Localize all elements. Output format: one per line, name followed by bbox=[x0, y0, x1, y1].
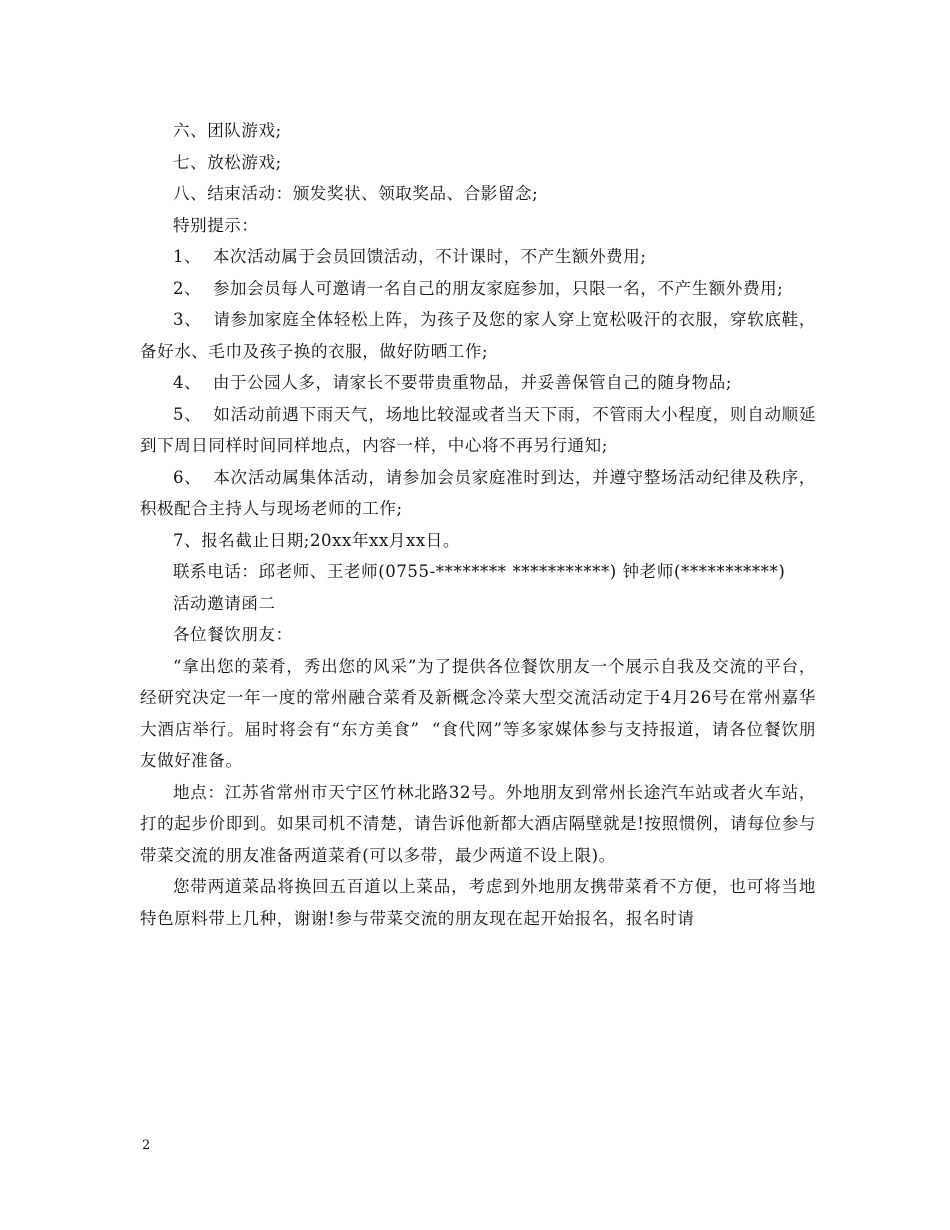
section-title-invitation-2: 活动邀请函二 bbox=[173, 593, 276, 613]
registration-paragraph: 您带两道菜品将换回五百道以上菜品，考虑到外地朋友携带菜肴不方便，也可将当地特色原料带上几种，谢谢!参与带菜交流的朋友现在起开始报名，报名时请 bbox=[140, 877, 816, 928]
contact-phone: 联系电话：邱老师、王老师(0755-******** ***********) 钟老师(***********) bbox=[173, 562, 786, 581]
list-item-relax-games: 七、放松游戏; bbox=[173, 152, 282, 172]
notice-item-7-deadline: 7、报名截止日期;20xx年xx月xx日。 bbox=[173, 530, 460, 550]
page-number: 2 bbox=[142, 1138, 151, 1153]
notice-item-3: 3、 请参加家庭全体轻松上阵，为孩子及您的家人穿上宽松吸汗的衣服，穿软底鞋，备好水、毛巾及孩子换的衣服，做好防晒工作; bbox=[140, 310, 816, 361]
location-paragraph: 地点：江苏省常州市天宁区竹林北路32号。外地朋友到常州长途汽车站或者火车站，打的起步价即到。如果司机不清楚，请告诉他新都大酒店隔壁就是!按照惯例，请每位参与带菜交流的朋友准备两道菜肴(可以多带，最少两道不设上限)。 bbox=[140, 782, 816, 865]
list-item-team-games: 六、团队游戏; bbox=[173, 121, 282, 140]
notice-item-2: 2、 参加会员每人可邀请一名自己的朋友家庭参加，只限一名，不产生额外费用; bbox=[173, 278, 784, 298]
invitation-intro-paragraph: “拿出您的菜肴，秀出您的风采”为了提供各位餐饮朋友一个展示自我及交流的平台，经研究决定一年一度的常州融合菜肴及新概念冷菜大型交流活动定于4月26号在常州嘉华大酒店举行。届时将会有“东方美食” “食代网”等多家媒体参与支持报道，请各位餐饮朋友做好准备。 bbox=[140, 656, 816, 770]
notice-item-4: 4、 由于公园人多，请家长不要带贵重物品，并妥善保管自己的随身物品; bbox=[173, 373, 733, 392]
notice-item-6: 6、 本次活动属集体活动，请参加会员家庭准时到达，并遵守整场活动纪律及秩序，积极配合主持人与现场老师的工作; bbox=[140, 467, 816, 518]
special-notice-heading: 特别提示： bbox=[173, 215, 259, 235]
document-body bbox=[140, 115, 816, 934]
list-item-closing-activity: 八、结束活动：颁发奖状、领取奖品、合影留念; bbox=[173, 184, 539, 203]
notice-item-5: 5、 如活动前遇下雨天气，场地比较湿或者当天下雨，不管雨大小程度，则自动顺延到下周日同样时间同样地点，内容一样，中心将不再另行通知; bbox=[140, 404, 816, 455]
salutation: 各位餐饮朋友： bbox=[173, 625, 293, 644]
notice-item-1: 1、 本次活动属于会员回馈活动，不计课时，不产生额外费用; bbox=[173, 247, 647, 266]
